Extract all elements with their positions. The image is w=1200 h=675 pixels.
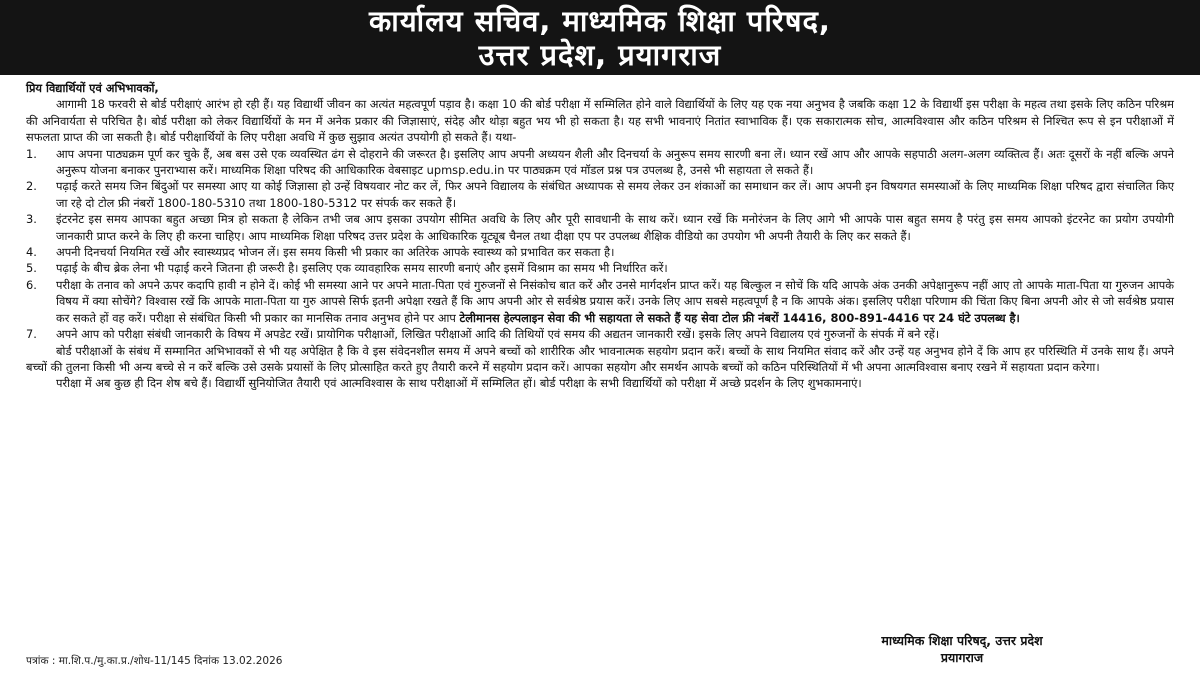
item-number: 2. (26, 179, 37, 194)
header-banner (0, 0, 1200, 75)
list-item (26, 277, 1174, 326)
item-number: 4. (26, 245, 37, 260)
item-number: 5. (26, 261, 37, 276)
item-text: अपने आप को परीक्षा संबंधी जानकारी के विषय में अपडेट रखें। प्रायोगिक परीक्षाओं, लिखित परीक्षाओं आदि की तिथियों एवं समय की अद्यतन जानकारी रखें। इसके लिए अपने विद्यालय एवं गुरुजनों के संपर्क में बने रहें। (56, 327, 940, 342)
item-text: आप अपना पाठ्यक्रम पूर्ण कर चुके हैं, अब बस उसे एक व्यवस्थित ढंग से दोहराने की जरूरत है। इसलिए आप अपनी अध्ययन शैली और दिनचर्या के अनुरूप समय सारणी बना लें। ध्यान रखें आप और आपके सहपाठी अलग-अलग व्यक्तित्व हैं। अतः दूसरों के नहीं बल्कि अपने अनुरूप योजना बनाकर पुनराभ्यास करें। माध्यमिक शिक्षा परिषद की आधिकारिक वेबसाइट upmsp.edu.in पर पाठ्यक्रम एवं मॉडल प्रश्न पत्र उपलब्ध है, उनसे भी सहायता ले सकते हैं। (56, 146, 1174, 178)
list-item (26, 178, 1174, 211)
item-text: अपनी दिनचर्या नियमित रखें और स्वास्थ्यप्रद भोजन लें। इस समय किसी भी प्रकार का अतिरेक आपके स्वास्थ्य को प्रभावित कर सकता है। (56, 245, 615, 260)
reference-number: पत्रांक : मा.शि.प./मु.का.प्र./शोध-11/145 दिनांक 13.02.2026 (26, 655, 283, 667)
list-item (26, 244, 1174, 260)
item-number: 6. (26, 277, 37, 292)
closing-paragraph: परीक्षा में अब कुछ ही दिन शेष बचे हैं। विद्यार्थी सुनियोजित तैयारी एवं आत्मविश्वास के साथ परीक्षाओं में सम्मिलित हों। बोर्ड परीक्षा के सभी विद्यार्थियों को परीक्षा में अच्छे प्रदर्शन के लिए शुभकामनाएं। (56, 376, 862, 391)
list-item (26, 211, 1174, 244)
list-item (26, 326, 1174, 342)
notice-body (0, 75, 1200, 392)
suggestion-list (26, 146, 1174, 343)
item-text: पढ़ाई के बीच ब्रेक लेना भी पढ़ाई करने जितना ही जरूरी है। इसलिए एक व्यावहारिक समय सारणी बनाएं और इसमें विश्राम का समय भी निर्धारित करें। (56, 261, 668, 276)
item-number: 3. (26, 212, 37, 227)
header-line-1: कार्यालय सचिव, माध्यमिक शिक्षा परिषद, (369, 3, 831, 38)
signature-line-1: माध्यमिक शिक्षा परिषद्, उत्तर प्रदेश (881, 633, 1043, 648)
header-line-2: उत्तर प्रदेश, प्रयागराज (478, 37, 722, 72)
signature-line-2: प्रयागराज (940, 650, 984, 665)
signature-block (782, 632, 1142, 666)
parents-paragraph: बोर्ड परीक्षाओं के संबंध में सम्मानित अभिभावकों से भी यह अपेक्षित है कि वे इस संवेदनशील समय में अपने बच्चों को शारीरिक और भावनात्मक सहयोग प्रदान करें। बच्चों के साथ नियमित संवाद करें और उन्हें यह अनुभव होने दें कि आप हर परिस्थिति में उनके साथ हैं। अपने बच्चों की तुलना किसी भी अन्य बच्चे से न करें बल्कि उसे उसके प्रयासों के लिए प्रोत्साहित करते हुए तैयारी करने में सहयोग प्रदान करें। आपका सहयोग और समर्थन आपके बच्चों को कठिन परिस्थितियों में भी अपना आत्मविश्वास बनाए रखने में सहायता प्रदान करेगा। (26, 343, 1174, 374)
item-text-wrapper (56, 277, 1174, 326)
salutation: प्रिय विद्यार्थियों एवं अभिभावकों, (26, 81, 159, 95)
helpline-highlight: टेलीमानस हेल्पलाइन सेवा की भी सहायता ले सकते हैं यह सेवा टोल फ्री नंबरों 14416, 800-891-4416 पर 24 घंटे उपलब्ध है। (459, 310, 1020, 325)
item-number: 1. (26, 146, 37, 161)
item-number: 7. (26, 327, 37, 342)
list-item (26, 260, 1174, 276)
item-text: परीक्षा के तनाव को अपने ऊपर कदापि हावी न होने दें। कोई भी समस्या आने पर अपने माता-पिता एवं गुरुजनों से निसंकोच बात करें और उनसे मार्गदर्शन प्राप्त करें। यह बिल्कुल न सोचें कि यदि आपके अंक उनकी अपेक्षानुरूप नहीं आए तो आपके माता-पिता या गुरुजन आपके विषय में क्या सोचेंगे? विश्वास रखें कि आपके माता-पिता या गुरु आपसे सिर्फ इतनी अपेक्षा रखते हैं कि आप अपनी ओर से सर्वश्रेष्ठ प्रयास करें। उनके लिए आप सबसे महत्वपूर्ण है न कि आपके अंक। इसलिए परीक्षा परिणाम की चिंता किए बिना अपनी ओर से जो सर्वश्रेष्ठ प्रयास कर सकते हों वह करें। परीक्षा से संबंधित किसी भी प्रकार का मानसिक तनाव अनुभव होने पर आप (56, 277, 1174, 325)
intro-paragraph: आगामी 18 फरवरी से बोर्ड परीक्षाएं आरंभ हो रही हैं। यह विद्यार्थी जीवन का अत्यंत महत्वपूर्ण पड़ाव है। कक्षा 10 की बोर्ड परीक्षा में सम्मिलित होने वाले विद्यार्थियों के लिए यह एक नया अनुभव है जबकि कक्षा 12 के विद्यार्थी इस परीक्षा के महत्व तथा इसके लिए कठिन परिश्रम की अनिवार्यता से परिचित है। बोर्ड परीक्षा को लेकर विद्यार्थियों के मन में अनेक प्रकार की जिज्ञासाएं, संदेह और थोड़ा बहुत भय भी हो सकता है। यह सभी भावनाएं नितांत स्वाभाविक हैं। एक सकारात्मक सोच, आत्मविश्वास और कठिन परिश्रम से निश्चित रूप से इन परीक्षाओं में सफलता प्राप्त की जा सकती है। बोर्ड परीक्षार्थियों के लिए परीक्षा अवधि में कुछ सुझाव अत्यंत उपयोगी हो सकते हैं। यथा- (26, 97, 1174, 145)
list-item (26, 146, 1174, 179)
item-text: इंटरनेट इस समय आपका बहुत अच्छा मित्र हो सकता है लेकिन तभी जब आप इसका उपयोग सीमित अवधि के लिए और पूरी सावधानी के साथ करें। ध्यान रखें कि मनोरंजन के लिए आगे भी आपके पास बहुत समय है परंतु इस समय आपको इंटरनेट का प्रयोग उपयोगी जानकारी प्राप्त करने के लिए ही करना चाहिए। आप माध्यमिक शिक्षा परिषद उत्तर प्रदेश के आधिकारिक यूट्यूब चैनल तथा दीक्षा एप पर उपलब्ध शैक्षिक वीडियो का उपयोग भी अपनी तैयारी के लिए कर सकते हैं। (56, 212, 1174, 243)
item-text: पढ़ाई करते समय जिन बिंदुओं पर समस्या आए या कोई जिज्ञासा हो उन्हें विषयवार नोट कर लें, फिर अपने विद्यालय के संबंधित अध्यापक से समय लेकर उन शंकाओं का समाधान कर लें। आप अपनी इन विषयगत समस्याओं के लिए माध्यमिक शिक्षा परिषद द्वारा संचालित किए जा रहे दो टोल फ्री नंबरों 1800-180-5310 तथा 1800-180-5312 पर संपर्क कर सकते हैं। (56, 179, 1174, 210)
